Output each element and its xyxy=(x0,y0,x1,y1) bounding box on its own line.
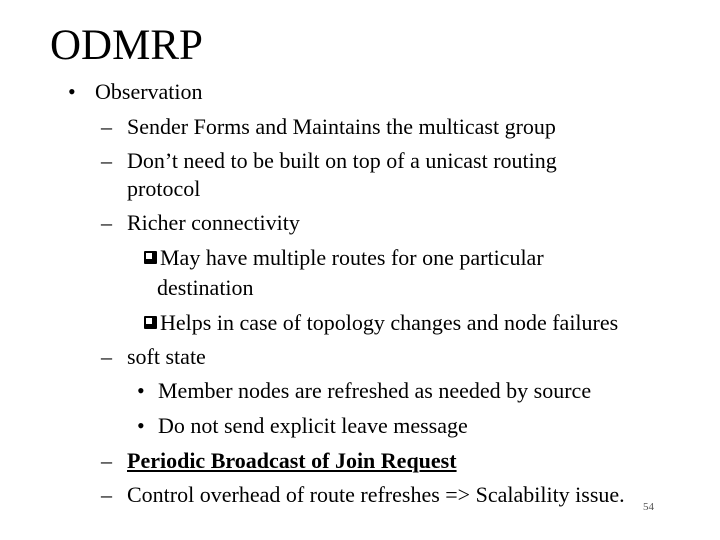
item-soft-state: soft state xyxy=(127,344,206,369)
item-unicast-line1: Don’t need to be built on top of a unicast routing xyxy=(127,148,557,173)
dash-marker: – xyxy=(101,210,112,235)
square-bullet-icon xyxy=(144,251,157,264)
item-sender: Sender Forms and Maintains the multicast group xyxy=(127,114,556,139)
item-no-leave: Do not send explicit leave message xyxy=(158,413,468,438)
item-member-nodes: Member nodes are refreshed as needed by source xyxy=(158,378,592,403)
dash-marker: – xyxy=(101,148,112,173)
item-helps: Helps in case of topology changes and node failures xyxy=(160,310,619,335)
item-multiple-routes-line2: destination xyxy=(157,275,254,300)
item-unicast-line2: protocol xyxy=(127,176,201,201)
dash-marker: – xyxy=(101,114,112,139)
bullet-marker: • xyxy=(137,378,145,403)
bullet-observation: Observation xyxy=(95,79,203,104)
dash-marker: – xyxy=(101,448,112,473)
bullet-marker: • xyxy=(137,413,145,438)
item-richer: Richer connectivity xyxy=(127,210,300,235)
dash-marker: – xyxy=(101,344,112,369)
item-periodic-broadcast: Periodic Broadcast of Join Request xyxy=(127,448,457,473)
page-title: ODMRP xyxy=(50,22,203,69)
bullet-marker: • xyxy=(68,79,76,104)
dash-marker: – xyxy=(101,482,112,507)
item-multiple-routes-line1: May have multiple routes for one particular xyxy=(160,245,544,270)
square-bullet-icon xyxy=(144,316,157,329)
item-control-overhead: Control overhead of route refreshes => Scalability issue. xyxy=(127,482,625,507)
page-number: 54 xyxy=(643,501,654,513)
